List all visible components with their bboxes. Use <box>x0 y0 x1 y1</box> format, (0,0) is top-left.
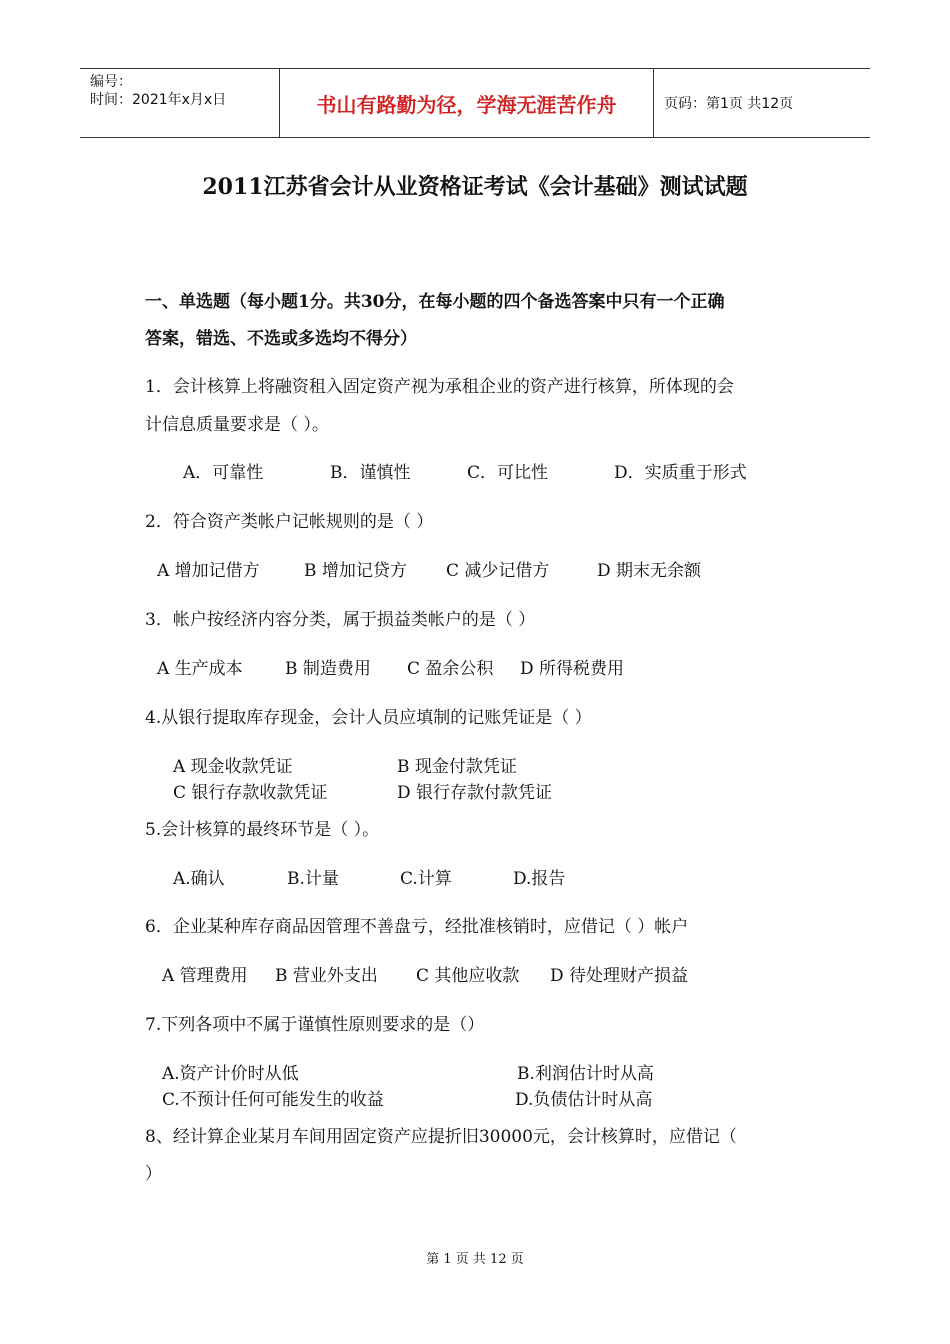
question-6-option-a: A 管理费用 <box>162 966 248 986</box>
question-6-option-d: D 待处理财产损益 <box>550 966 689 986</box>
question-4-option-d: D 银行存款付款凭证 <box>397 783 553 803</box>
question-7-line1: 7.下列各项中不属于谨慎性原则要求的是（） <box>145 1015 485 1035</box>
question-5-line1: 5.会计核算的最终环节是（ ）。 <box>145 820 380 840</box>
question-7-option-d: D.负债估计时从高 <box>515 1090 653 1110</box>
question-1-option-c: C．可比性 <box>467 463 549 483</box>
question-5-option-c: C.计算 <box>400 869 452 889</box>
question-7-option-a: A.资产计价时从低 <box>162 1064 299 1084</box>
header-motto: 书山有路勤为径，学海无涯苦作舟 <box>280 69 654 137</box>
section-heading-line1: 一、单选题（每小题1分。共30分，在每小题的四个备选答案中只有一个正确 <box>145 292 725 312</box>
question-1-line1: 1．会计核算上将融资租入固定资产视为承租企业的资产进行核算，所体现的会 <box>145 377 734 397</box>
question-2-option-a: A 增加记借方 <box>157 561 260 581</box>
question-3-option-c: C 盈余公积 <box>407 659 494 679</box>
question-6-line1: 6．企业某种库存商品因管理不善盘亏，经批准核销时，应借记（ ）帐户 <box>145 917 689 937</box>
question-3-line1: 3．帐户按经济内容分类，属于损益类帐户的是（ ） <box>145 610 536 630</box>
question-1-line2: 计信息质量要求是（ ）。 <box>145 415 329 435</box>
question-8-line1: 8、经计算企业某月车间用固定资产应提折旧30000元，会计核算时，应借记（ <box>145 1127 737 1147</box>
question-2-option-b: B 增加记贷方 <box>304 561 407 581</box>
question-6-option-b: B 营业外支出 <box>275 966 378 986</box>
question-1-option-d: D．实质重于形式 <box>614 463 747 483</box>
question-5-option-d: D.报告 <box>513 869 566 889</box>
question-1-option-a: A．可靠性 <box>183 463 264 483</box>
question-1-option-b: B．谨慎性 <box>330 463 411 483</box>
question-5-option-a: A.确认 <box>173 869 225 889</box>
question-6-option-c: C 其他应收款 <box>416 966 520 986</box>
document-title: 2011江苏省会计从业资格证考试《会计基础》测试试题 <box>202 174 748 200</box>
question-4-option-c: C 银行存款收款凭证 <box>173 783 328 803</box>
question-2-option-c: C 减少记借方 <box>446 561 550 581</box>
question-4-option-b: B 现金付款凭证 <box>397 757 517 777</box>
header-page-info: 页码：第1页 共12页 <box>664 96 794 112</box>
question-5-option-b: B.计量 <box>287 869 339 889</box>
question-2-option-d: D 期末无余额 <box>597 561 702 581</box>
question-7-option-c: C.不预计任何可能发生的收益 <box>162 1090 384 1110</box>
number-label: 编号： <box>90 74 132 90</box>
question-4-line1: 4.从银行提取库存现金，会计人员应填制的记账凭证是（ ） <box>145 708 592 728</box>
question-3-option-b: B 制造费用 <box>285 659 371 679</box>
question-3-option-d: D 所得税费用 <box>520 659 625 679</box>
document-header <box>80 68 870 138</box>
time-label: 时间：2021年x月x日 <box>90 92 227 108</box>
question-8-line2: ） <box>145 1164 162 1184</box>
question-7-option-b: B.利润估计时从高 <box>517 1064 654 1084</box>
question-4-option-a: A 现金收款凭证 <box>173 757 293 777</box>
section-heading-line2: 答案，错选、不选或多选均不得分） <box>145 329 417 349</box>
page-footer: 第 1 页 共 12 页 <box>426 1252 524 1267</box>
header-meta <box>80 69 280 137</box>
question-2-line1: 2．符合资产类帐户记帐规则的是（ ） <box>145 512 434 532</box>
question-3-option-a: A 生产成本 <box>157 659 243 679</box>
